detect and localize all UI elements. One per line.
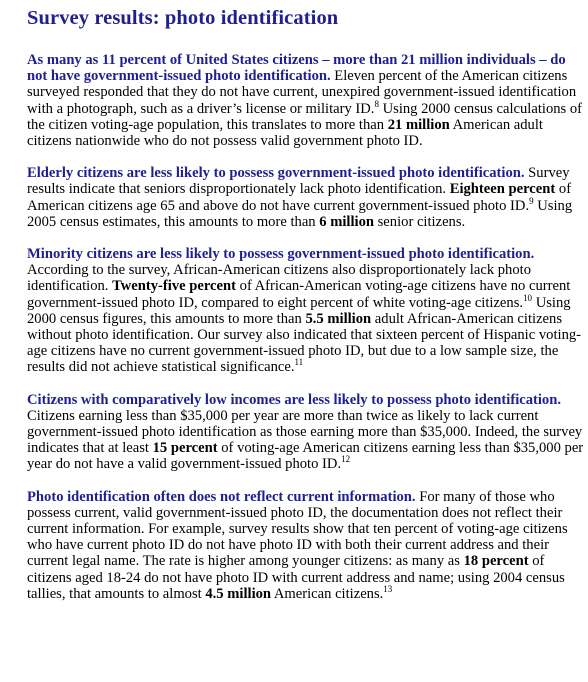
paragraph-text: of voting-age American citizens earning less than $35,000 per year do not have a valid government-issued photo ID.	[27, 440, 584, 473]
paragraph-text: According to the survey, African-American citizens also disproportionately lack photo identification.	[27, 262, 532, 295]
paragraph-text: American citizens.	[271, 585, 384, 602]
paragraph-text: American adult citizens nationwide who do not possess valid government photo ID.	[27, 116, 543, 150]
paragraph-lead: Photo identification often does not reflect current information.	[27, 488, 416, 505]
emphasis-figure: 4.5 million	[205, 585, 272, 602]
emphasis-figure: 21 million	[387, 116, 450, 133]
paragraph-lead: As many as 11 percent of United States citizens – more than 21 million individuals – do not have government-issued photo identification.	[27, 52, 566, 85]
paragraph-text: adult African-American citizens without photo identification. Our survey also indicated that sixteen percent of Hispanic voting-age citizens have no current government-issued photo ID, but due to a low sample size, the results did not achieve statistical significance.	[27, 310, 582, 376]
paragraph-outdated-information	[27, 489, 585, 602]
emphasis-figure: Eighteen percent	[449, 181, 556, 198]
emphasis-figure: 18 percent	[463, 553, 529, 570]
paragraph-text: senior citizens.	[373, 213, 466, 230]
paragraph-text: Eleven percent of the American citizens surveyed responded that they do not have current, unexpired government-issued identification with a photograph, such as a driver’s license or military ID.	[27, 68, 577, 117]
paragraph-text: Using 2005 census estimates, this amounts to more than	[27, 197, 573, 230]
paragraph-lead: Citizens with comparatively low incomes are less likely to possess photo identification.	[27, 391, 561, 408]
footnote-ref[interactable]: 11	[294, 357, 304, 368]
emphasis-figure: 15 percent	[152, 440, 218, 457]
paragraph-text: For many of those who possess current, valid government-issued photo ID, the documentation does not reflect their current information. For example, survey results show that ten percent of voting-age citizens who have current photo ID do not have photo ID with both their current address and their current legal name. The rate is higher among younger citizens: as many as	[27, 488, 568, 570]
paragraph-text: Using 2000 census calculations of the citizen voting-age population, this translates to more than	[27, 100, 583, 133]
paragraph-text: of citizens aged 18-24 do not have photo ID with current address and name; using 2004 census tallies, that amounts to almost	[27, 553, 565, 602]
footnote-ref[interactable]: 10	[523, 292, 533, 303]
emphasis-figure: Twenty-five percent	[112, 278, 236, 295]
paragraph-text: Citizens earning less than $35,000 per year are more than twice as likely to lack current government-issued photo identification as those earning more than $35,000. Indeed, the survey indicates that at least	[27, 407, 583, 457]
paragraph-elderly-citizens	[27, 165, 585, 230]
footnote-ref[interactable]: 8	[374, 98, 379, 109]
paragraph-text: of African-American voting-age citizens have no current government-issued photo ID, compared to eight percent of white voting-age citizens.	[27, 278, 571, 311]
paragraph-minority-citizens	[27, 246, 585, 376]
paragraph-text: Survey results indicate that seniors disproportionately lack photo identification.	[27, 165, 570, 198]
page-title: Survey results: photo identification	[27, 7, 339, 29]
paragraph-text: Using 2000 census figures, this amounts to more than	[27, 294, 571, 327]
paragraph-text: of American citizens age 65 and above do not have current government-issued photo ID.	[27, 181, 572, 214]
footnote-ref[interactable]: 12	[341, 454, 351, 465]
paragraph-citizens-without-id	[27, 52, 585, 149]
emphasis-figure: 6 million	[319, 213, 374, 230]
paragraph-low-income-citizens	[27, 392, 585, 473]
footnote-ref[interactable]: 13	[383, 583, 393, 594]
emphasis-figure: 5.5 million	[305, 310, 372, 327]
footnote-ref[interactable]: 9	[529, 195, 534, 206]
paragraph-lead: Minority citizens are less likely to possess government-issued photo identification.	[27, 246, 535, 263]
paragraph-lead: Elderly citizens are less likely to possess government-issued photo identification.	[27, 165, 525, 182]
